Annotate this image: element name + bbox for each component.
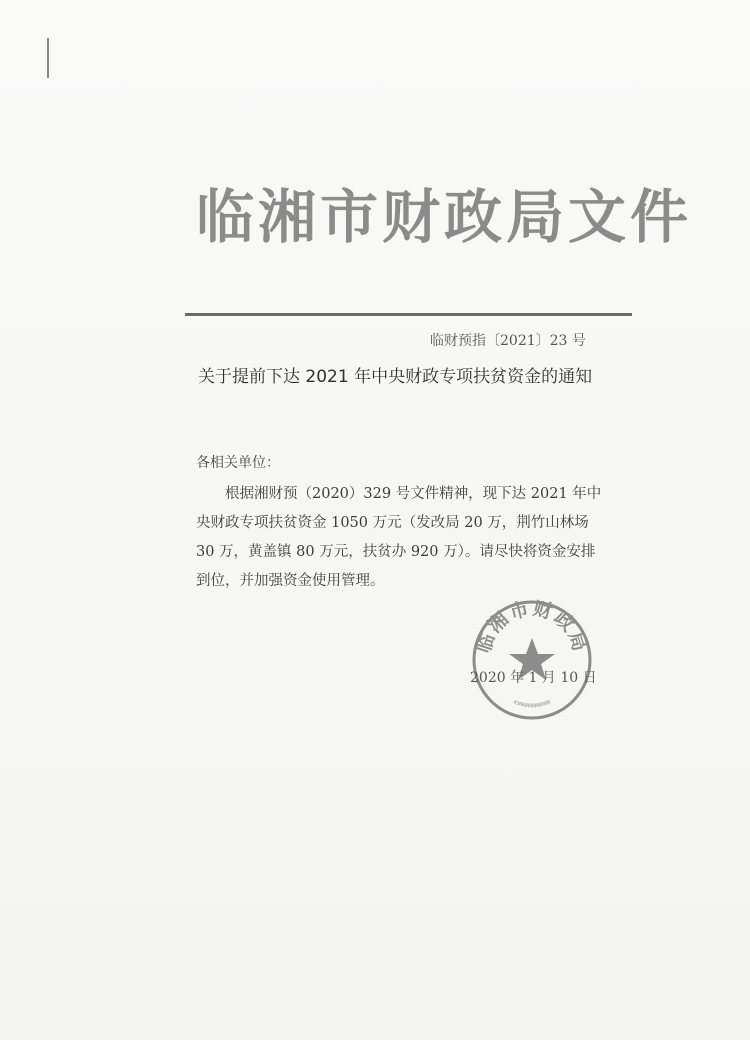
seal-serial: 4306000000000 — [512, 699, 552, 710]
document-number: 临财预指〔2021〕23 号 — [430, 333, 586, 349]
official-seal — [470, 598, 594, 722]
salutation: 各相关单位： — [196, 455, 280, 471]
body-paragraph: 根据湘财预（2020）329 号文件精神，现下达 2021 年中央财政专项扶贫资金 1050 万元（发改局 20 万，荆竹山林场 30 万，黄盖镇 80 万元，扶贫办 920 万）。请尽快将资金安排到位，并加强资金使用管理。 — [196, 486, 602, 589]
header-divider — [185, 313, 632, 316]
document-date: 2020 年 1 月 10 日 — [470, 670, 597, 686]
scan-mark — [47, 38, 49, 78]
seal-text: 临湘市财政局 — [472, 598, 592, 656]
document-subject: 关于提前下达 2021 年中央财政专项扶贫资金的通知 — [198, 367, 593, 387]
document-header-title: 临湘市财政局文件 — [196, 183, 693, 251]
body-text — [196, 480, 606, 596]
